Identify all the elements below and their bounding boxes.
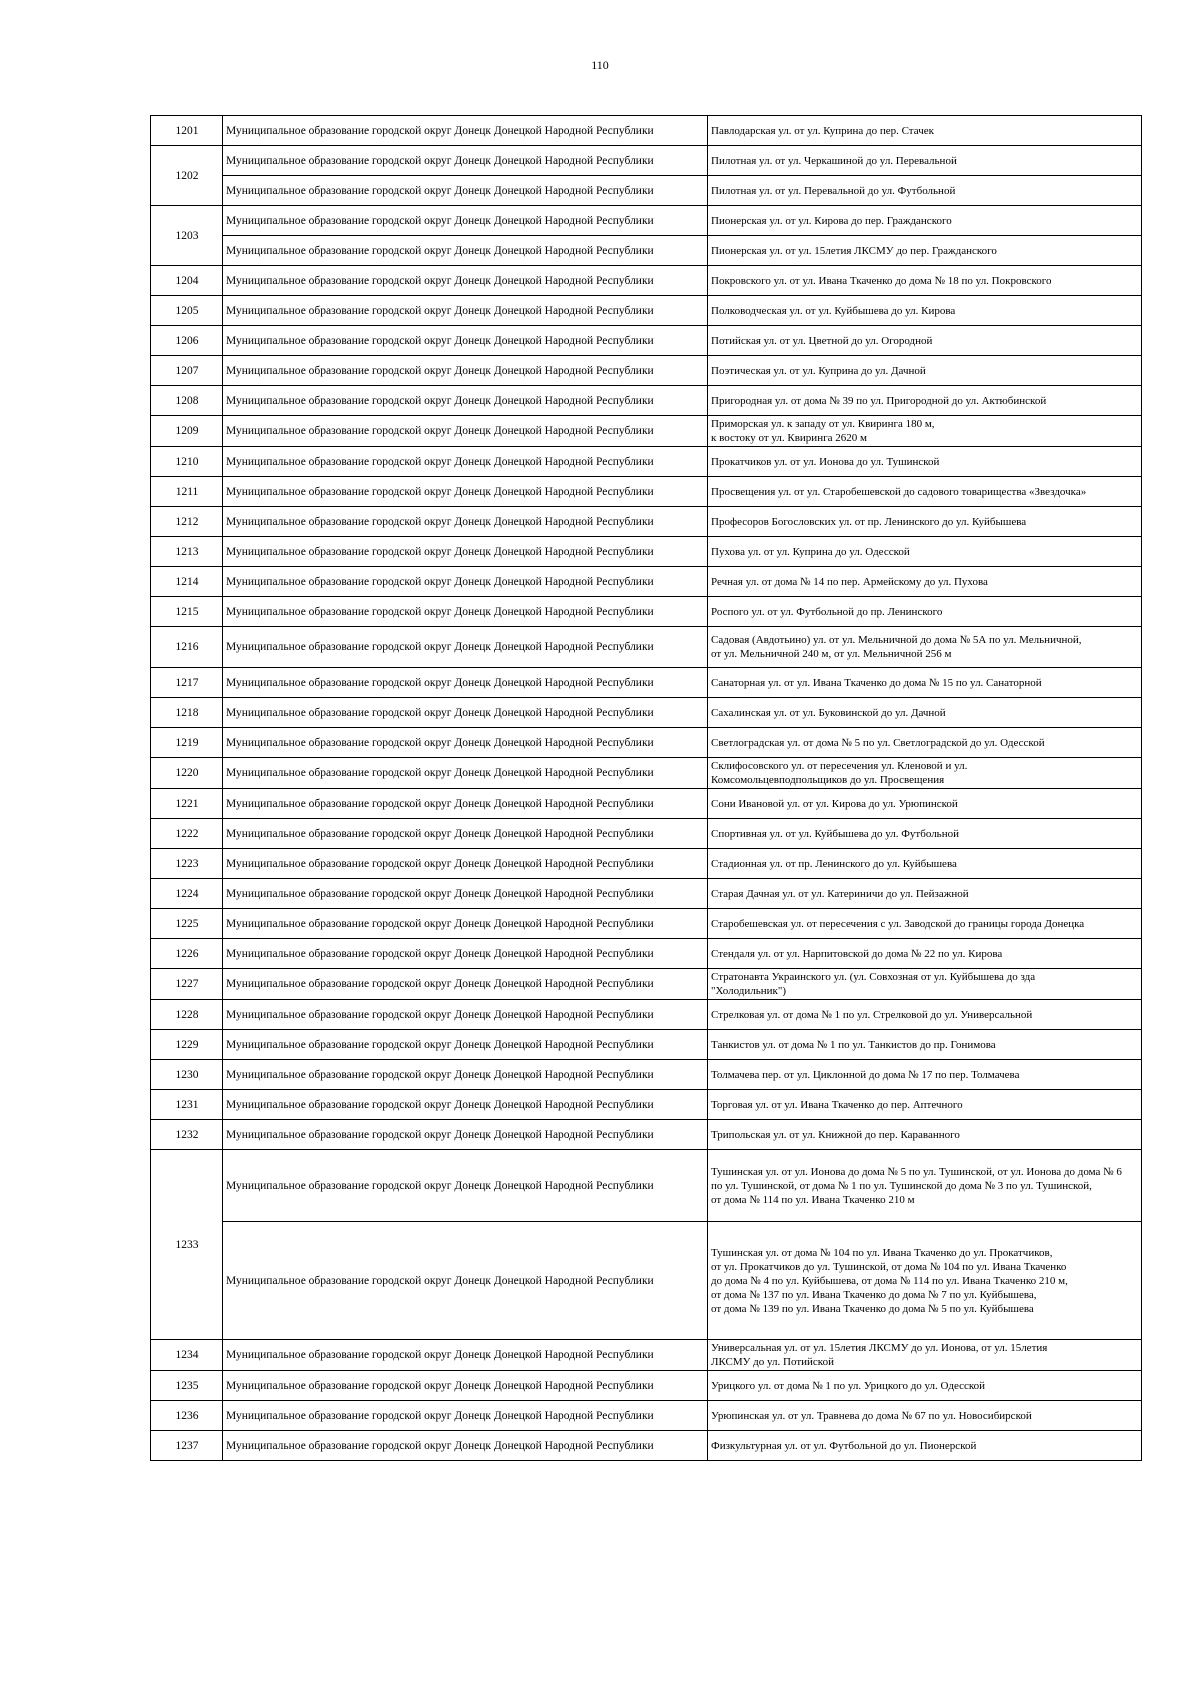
municipality-cell: Муниципальное образование городской округ Донецк Донецкой Народной Республики bbox=[223, 1120, 708, 1150]
row-number: 1212 bbox=[151, 507, 223, 537]
street-line: Приморская ул. к западу от ул. Квиринга 180 м, bbox=[711, 418, 935, 430]
municipality-cell: Муниципальное образование городской округ Донецк Донецкой Народной Республики bbox=[223, 819, 708, 849]
table-row bbox=[151, 176, 1142, 206]
municipality-cell: Муниципальное образование городской округ Донецк Донецкой Народной Республики bbox=[223, 1340, 708, 1371]
street-line: к востоку от ул. Квиринга 2620 м bbox=[711, 432, 867, 444]
municipality-cell: Муниципальное образование городской округ Донецк Донецкой Народной Республики bbox=[223, 416, 708, 447]
row-number: 1214 bbox=[151, 567, 223, 597]
table-row bbox=[151, 116, 1142, 146]
table-row bbox=[151, 1120, 1142, 1150]
table-row bbox=[151, 969, 1142, 1000]
street-cell bbox=[708, 146, 1142, 176]
municipality-cell: Муниципальное образование городской округ Донецк Донецкой Народной Республики bbox=[223, 597, 708, 627]
row-number: 1233 bbox=[151, 1150, 223, 1340]
table-row bbox=[151, 416, 1142, 447]
street-line: до дома № 4 по ул. Куйбышева, от дома № 114 по ул. Ивана Ткаченко 210 м, bbox=[711, 1274, 1068, 1287]
street-cell bbox=[708, 356, 1142, 386]
street-cell bbox=[708, 326, 1142, 356]
municipality-cell: Муниципальное образование городской округ Донецк Донецкой Народной Республики bbox=[223, 507, 708, 537]
table-row bbox=[151, 1371, 1142, 1401]
table-row bbox=[151, 1401, 1142, 1431]
table-row bbox=[151, 236, 1142, 266]
street-cell bbox=[708, 567, 1142, 597]
row-number: 1220 bbox=[151, 758, 223, 789]
row-number: 1223 bbox=[151, 849, 223, 879]
row-number: 1225 bbox=[151, 909, 223, 939]
row-number: 1215 bbox=[151, 597, 223, 627]
row-number: 1209 bbox=[151, 416, 223, 447]
street-cell bbox=[708, 1371, 1142, 1401]
table-row bbox=[151, 789, 1142, 819]
municipality-cell: Муниципальное образование городской округ Донецк Донецкой Народной Республики bbox=[223, 1030, 708, 1060]
street-line: Просвещения ул. от ул. Старобешевской до садового товарищества «Звездочка» bbox=[711, 485, 1087, 498]
municipality-cell: Муниципальное образование городской округ Донецк Донецкой Народной Республики bbox=[223, 1222, 708, 1340]
street-cell bbox=[708, 1060, 1142, 1090]
page-number: 110 bbox=[591, 58, 609, 72]
street-cell bbox=[708, 507, 1142, 537]
row-number: 1211 bbox=[151, 477, 223, 507]
table-row bbox=[151, 668, 1142, 698]
row-number: 1232 bbox=[151, 1120, 223, 1150]
street-cell bbox=[708, 758, 1142, 789]
table-row bbox=[151, 326, 1142, 356]
street-cell bbox=[708, 296, 1142, 326]
municipality-cell: Муниципальное образование городской округ Донецк Донецкой Народной Республики bbox=[223, 698, 708, 728]
municipality-cell: Муниципальное образование городской округ Донецк Донецкой Народной Республики bbox=[223, 939, 708, 969]
street-line: от дома № 114 по ул. Ивана Ткаченко 210 м bbox=[711, 1193, 915, 1206]
street-line: Старобешевская ул. от пересечения с ул. Заводской до границы города Донецка bbox=[711, 917, 1085, 930]
street-cell bbox=[708, 1431, 1142, 1461]
street-line: Толмачева пер. от ул. Циклонной до дома № 17 по пер. Толмачева bbox=[711, 1068, 1020, 1081]
municipality-cell: Муниципальное образование городской округ Донецк Донецкой Народной Республики bbox=[223, 356, 708, 386]
municipality-cell: Муниципальное образование городской округ Донецк Донецкой Народной Республики bbox=[223, 266, 708, 296]
table-row bbox=[151, 1431, 1142, 1461]
municipality-cell: Муниципальное образование городской округ Донецк Донецкой Народной Республики bbox=[223, 879, 708, 909]
street-line: Комсомольцевподпольщиков до ул. Просвещения bbox=[711, 774, 945, 786]
street-line: Санаторная ул. от ул. Ивана Ткаченко до дома № 15 по ул. Санаторной bbox=[711, 676, 1042, 689]
row-number: 1230 bbox=[151, 1060, 223, 1090]
street-cell bbox=[708, 728, 1142, 758]
row-number: 1216 bbox=[151, 627, 223, 668]
row-number: 1208 bbox=[151, 386, 223, 416]
street-line: Сони Ивановой ул. от ул. Кирова до ул. Урюпинской bbox=[711, 797, 958, 810]
row-number: 1234 bbox=[151, 1340, 223, 1371]
street-cell bbox=[708, 386, 1142, 416]
table-row bbox=[151, 849, 1142, 879]
street-line: Светлоградская ул. от дома № 5 по ул. Светлоградской до ул. Одесской bbox=[711, 736, 1045, 749]
street-cell bbox=[708, 116, 1142, 146]
street-cell bbox=[708, 849, 1142, 879]
row-number: 1207 bbox=[151, 356, 223, 386]
street-cell bbox=[708, 1030, 1142, 1060]
row-number: 1217 bbox=[151, 668, 223, 698]
row-number: 1203 bbox=[151, 206, 223, 266]
street-cell bbox=[708, 477, 1142, 507]
street-line: по ул. Тушинской, от дома № 1 по ул. Тушинской до дома № 3 по ул. Тушинской, bbox=[711, 1179, 1092, 1192]
table-row bbox=[151, 296, 1142, 326]
street-line: Пилотная ул. от ул. Черкашиной до ул. Перевальной bbox=[711, 154, 957, 167]
row-number: 1201 bbox=[151, 116, 223, 146]
street-line: Урицкого ул. от дома № 1 по ул. Урицкого до ул. Одесской bbox=[711, 1379, 986, 1392]
street-cell bbox=[708, 236, 1142, 266]
street-cell bbox=[708, 266, 1142, 296]
table-row bbox=[151, 356, 1142, 386]
street-line: Стендаля ул. от ул. Нарпитовской до дома № 22 по ул. Кирова bbox=[711, 947, 1003, 960]
street-line: Садовая (Авдотьино) ул. от ул. Мельничной до дома № 5А по ул. Мельничной, bbox=[711, 634, 1082, 646]
street-line: Пухова ул. от ул. Куприна до ул. Одесской bbox=[711, 545, 910, 558]
table-row bbox=[151, 627, 1142, 668]
row-number: 1227 bbox=[151, 969, 223, 1000]
row-number: 1224 bbox=[151, 879, 223, 909]
street-cell bbox=[708, 819, 1142, 849]
street-line: Спортивная ул. от ул. Куйбышева до ул. Футбольной bbox=[711, 827, 959, 840]
street-line: Павлодарская ул. от ул. Куприна до пер. Стачек bbox=[711, 124, 934, 137]
row-number: 1206 bbox=[151, 326, 223, 356]
street-line: Старая Дачная ул. от ул. Катериничи до ул. Пейзажной bbox=[711, 887, 969, 900]
row-number: 1235 bbox=[151, 1371, 223, 1401]
street-cell bbox=[708, 1150, 1142, 1222]
street-cell bbox=[708, 1340, 1142, 1371]
street-line: от ул. Мельничной 240 м, от ул. Мельничной 256 м bbox=[711, 648, 952, 660]
table-row bbox=[151, 447, 1142, 477]
row-number: 1213 bbox=[151, 537, 223, 567]
municipality-cell: Муниципальное образование городской округ Донецк Донецкой Народной Республики bbox=[223, 627, 708, 668]
street-line: Потийская ул. от ул. Цветной до ул. Огородной bbox=[711, 334, 933, 347]
street-cell bbox=[708, 1222, 1142, 1340]
street-line: Торговая ул. от ул. Ивана Ткаченко до пер. Аптечного bbox=[711, 1098, 963, 1111]
streets-table bbox=[150, 115, 1142, 1461]
municipality-cell: Муниципальное образование городской округ Донецк Донецкой Народной Республики bbox=[223, 116, 708, 146]
row-number: 1236 bbox=[151, 1401, 223, 1431]
municipality-cell: Муниципальное образование городской округ Донецк Донецкой Народной Республики bbox=[223, 969, 708, 1000]
street-cell bbox=[708, 698, 1142, 728]
municipality-cell: Муниципальное образование городской округ Донецк Донецкой Народной Республики bbox=[223, 386, 708, 416]
street-cell bbox=[708, 447, 1142, 477]
row-number: 1221 bbox=[151, 789, 223, 819]
street-line: от ул. Прокатчиков до ул. Тушинской, от дома № 104 по ул. Ивана Ткаченко bbox=[711, 1260, 1067, 1273]
street-cell bbox=[708, 939, 1142, 969]
municipality-cell: Муниципальное образование городской округ Донецк Донецкой Народной Республики bbox=[223, 537, 708, 567]
street-cell bbox=[708, 1401, 1142, 1431]
municipality-cell: Муниципальное образование городской округ Донецк Донецкой Народной Республики bbox=[223, 668, 708, 698]
municipality-cell: Муниципальное образование городской округ Донецк Донецкой Народной Республики bbox=[223, 146, 708, 176]
street-line: Поэтическая ул. от ул. Куприна до ул. Дачной bbox=[711, 364, 926, 377]
street-cell bbox=[708, 1090, 1142, 1120]
table-row bbox=[151, 146, 1142, 176]
street-cell bbox=[708, 597, 1142, 627]
municipality-cell: Муниципальное образование городской округ Донецк Донецкой Народной Республики bbox=[223, 477, 708, 507]
municipality-cell: Муниципальное образование городской округ Донецк Донецкой Народной Республики bbox=[223, 1000, 708, 1030]
municipality-cell: Муниципальное образование городской округ Донецк Донецкой Народной Республики bbox=[223, 1150, 708, 1222]
municipality-cell: Муниципальное образование городской округ Донецк Донецкой Народной Республики bbox=[223, 296, 708, 326]
table-row bbox=[151, 1090, 1142, 1120]
street-line: Стрелковая ул. от дома № 1 по ул. Стрелковой до ул. Универсальной bbox=[711, 1008, 1033, 1021]
municipality-cell: Муниципальное образование городской округ Донецк Донецкой Народной Республики bbox=[223, 326, 708, 356]
table-row bbox=[151, 206, 1142, 236]
table-row bbox=[151, 909, 1142, 939]
street-cell bbox=[708, 206, 1142, 236]
municipality-cell: Муниципальное образование городской округ Донецк Донецкой Народной Республики bbox=[223, 176, 708, 206]
table-row bbox=[151, 386, 1142, 416]
table-row bbox=[151, 1000, 1142, 1030]
table-row bbox=[151, 819, 1142, 849]
street-line: от дома № 139 по ул. Ивана Ткаченко до дома № 5 по ул. Куйбышева bbox=[711, 1302, 1034, 1315]
row-number: 1237 bbox=[151, 1431, 223, 1461]
street-cell bbox=[708, 789, 1142, 819]
municipality-cell: Муниципальное образование городской округ Донецк Донецкой Народной Республики bbox=[223, 789, 708, 819]
street-line: Пионерская ул. от ул. 15летия ЛКСМУ до пер. Гражданского bbox=[711, 244, 997, 257]
municipality-cell: Муниципальное образование городской округ Донецк Донецкой Народной Республики bbox=[223, 1371, 708, 1401]
street-line: Прокатчиков ул. от ул. Ионова до ул. Тушинской bbox=[711, 455, 940, 468]
table-row bbox=[151, 1222, 1142, 1340]
municipality-cell: Муниципальное образование городской округ Донецк Донецкой Народной Республики bbox=[223, 206, 708, 236]
street-line: ЛКСМУ до ул. Потийской bbox=[711, 1356, 834, 1368]
row-number: 1222 bbox=[151, 819, 223, 849]
table-row bbox=[151, 879, 1142, 909]
street-line: Професоров Богословских ул. от пр. Ленинского до ул. Куйбышева bbox=[711, 515, 1027, 528]
table-row bbox=[151, 1030, 1142, 1060]
table-row bbox=[151, 939, 1142, 969]
street-line: Покровского ул. от ул. Ивана Ткаченко до дома № 18 по ул. Покровского bbox=[711, 274, 1052, 287]
table-row bbox=[151, 477, 1142, 507]
row-number: 1218 bbox=[151, 698, 223, 728]
street-line: Тушинская ул. от дома № 104 по ул. Ивана Ткаченко до ул. Прокатчиков, bbox=[711, 1246, 1053, 1259]
row-number: 1226 bbox=[151, 939, 223, 969]
table-row bbox=[151, 1060, 1142, 1090]
street-line: Роспого ул. от ул. Футбольной до пр. Ленинского bbox=[711, 605, 943, 618]
row-number: 1202 bbox=[151, 146, 223, 206]
municipality-cell: Муниципальное образование городской округ Донецк Донецкой Народной Республики bbox=[223, 1060, 708, 1090]
municipality-cell: Муниципальное образование городской округ Донецк Донецкой Народной Республики bbox=[223, 849, 708, 879]
street-line: от дома № 137 по ул. Ивана Ткаченко до дома № 7 по ул. Куйбышева, bbox=[711, 1288, 1037, 1301]
municipality-cell: Муниципальное образование городской округ Донецк Донецкой Народной Республики bbox=[223, 447, 708, 477]
row-number: 1219 bbox=[151, 728, 223, 758]
table-row bbox=[151, 698, 1142, 728]
street-cell bbox=[708, 416, 1142, 447]
row-number: 1231 bbox=[151, 1090, 223, 1120]
street-line: Пионерская ул. от ул. Кирова до пер. Гражданского bbox=[711, 214, 952, 227]
municipality-cell: Муниципальное образование городской округ Донецк Донецкой Народной Республики bbox=[223, 1431, 708, 1461]
municipality-cell: Муниципальное образование городской округ Донецк Донецкой Народной Республики bbox=[223, 758, 708, 789]
street-cell bbox=[708, 1120, 1142, 1150]
street-line: Физкультурная ул. от ул. Футбольной до ул. Пионерской bbox=[711, 1439, 977, 1452]
row-number: 1204 bbox=[151, 266, 223, 296]
municipality-cell: Муниципальное образование городской округ Донецк Донецкой Народной Республики bbox=[223, 909, 708, 939]
street-line: Пилотная ул. от ул. Перевальной до ул. Футбольной bbox=[711, 184, 956, 197]
municipality-cell: Муниципальное образование городской округ Донецк Донецкой Народной Республики bbox=[223, 567, 708, 597]
street-cell bbox=[708, 668, 1142, 698]
table-row bbox=[151, 537, 1142, 567]
row-number: 1210 bbox=[151, 447, 223, 477]
street-line: Универсальная ул. от ул. 15летия ЛКСМУ до ул. Ионова, от ул. 15летия bbox=[711, 1342, 1048, 1354]
street-line: Тушинская ул. от ул. Ионова до дома № 5 по ул. Тушинской, от ул. Ионова до дома № 6 bbox=[711, 1165, 1122, 1178]
street-cell bbox=[708, 537, 1142, 567]
table-row bbox=[151, 266, 1142, 296]
table-row bbox=[151, 597, 1142, 627]
street-line: Стадионная ул. от пр. Ленинского до ул. Куйбышева bbox=[711, 857, 957, 870]
street-line: Склифосовского ул. от пересечения ул. Кленовой и ул. bbox=[711, 760, 968, 772]
street-cell bbox=[708, 969, 1142, 1000]
row-number: 1228 bbox=[151, 1000, 223, 1030]
municipality-cell: Муниципальное образование городской округ Донецк Донецкой Народной Республики bbox=[223, 1401, 708, 1431]
street-line: "Холодильник") bbox=[711, 985, 787, 997]
street-line: Урюпинская ул. от ул. Травнева до дома № 67 по ул. Новосибирской bbox=[711, 1409, 1032, 1422]
row-number: 1229 bbox=[151, 1030, 223, 1060]
street-line: Стратонавта Украинского ул. (ул. Совхозная от ул. Куйбышева до зда bbox=[711, 971, 1036, 983]
street-line: Сахалинская ул. от ул. Буковинской до ул. Дачной bbox=[711, 706, 946, 719]
street-line: Полководческая ул. от ул. Куйбышева до ул. Кирова bbox=[711, 304, 956, 317]
street-cell bbox=[708, 627, 1142, 668]
row-number: 1205 bbox=[151, 296, 223, 326]
street-cell bbox=[708, 909, 1142, 939]
municipality-cell: Муниципальное образование городской округ Донецк Донецкой Народной Республики bbox=[223, 728, 708, 758]
street-line: Трипольская ул. от ул. Книжной до пер. Караванного bbox=[711, 1128, 960, 1141]
street-line: Танкистов ул. от дома № 1 по ул. Танкистов до пр. Гонимова bbox=[711, 1038, 996, 1051]
table-row bbox=[151, 567, 1142, 597]
street-cell bbox=[708, 879, 1142, 909]
table-row bbox=[151, 507, 1142, 537]
street-line: Речная ул. от дома № 14 по пер. Армейскому до ул. Пухова bbox=[711, 575, 988, 588]
street-cell bbox=[708, 176, 1142, 206]
table-row bbox=[151, 758, 1142, 789]
street-cell bbox=[708, 1000, 1142, 1030]
table-row bbox=[151, 728, 1142, 758]
street-line: Пригородная ул. от дома № 39 по ул. Пригородной до ул. Актюбинской bbox=[711, 394, 1047, 407]
municipality-cell: Муниципальное образование городской округ Донецк Донецкой Народной Республики bbox=[223, 1090, 708, 1120]
municipality-cell: Муниципальное образование городской округ Донецк Донецкой Народной Республики bbox=[223, 236, 708, 266]
table-row bbox=[151, 1150, 1142, 1222]
table-row bbox=[151, 1340, 1142, 1371]
table-body bbox=[151, 116, 1142, 1461]
